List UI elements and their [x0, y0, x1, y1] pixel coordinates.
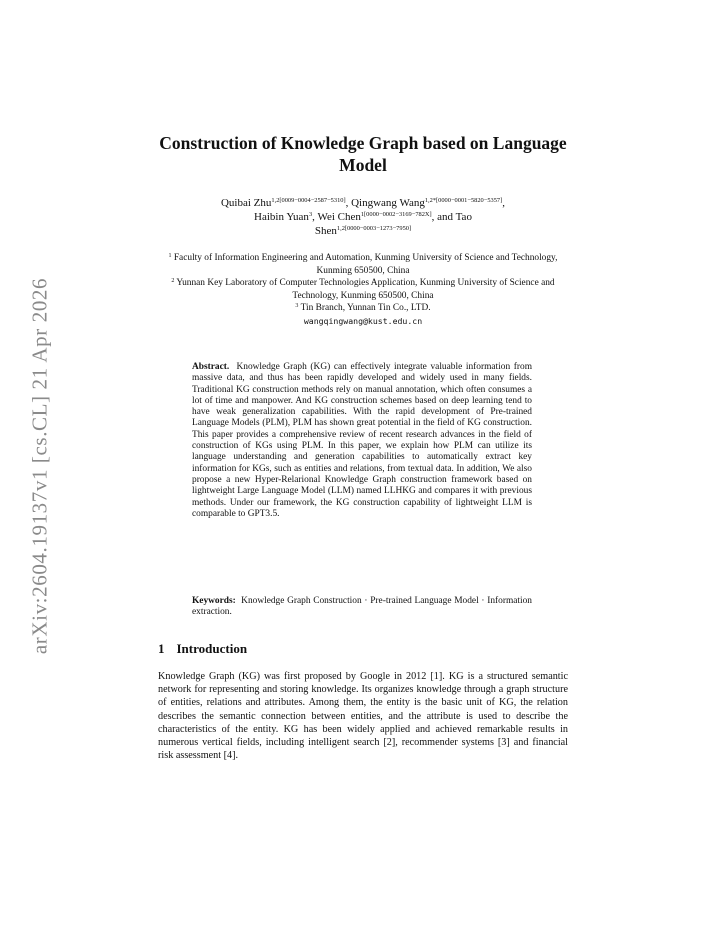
- affiliation-text: Faculty of Information Engineering and Automation, Kunming University of Science and Technology, Kunming 650500, China: [173, 253, 558, 276]
- author-name: Haibin Yuan: [254, 211, 309, 223]
- keywords-text: Knowledge Graph Construction · Pre-trained Language Model · Information extraction.: [192, 596, 532, 618]
- author-separator: ,: [502, 197, 505, 209]
- affiliation-text: Tin Branch, Yunnan Tin Co., LTD.: [300, 303, 431, 313]
- paper-title: Construction of Knowledge Graph based on Language Model: [159, 133, 567, 175]
- author-orcid: 1,2[0009−0004−2587−5310]: [271, 197, 346, 204]
- abstract-label: Abstract.: [192, 362, 230, 372]
- author-orcid: 1,2*[0000−0001−5820−5357]: [424, 197, 503, 204]
- contact-email[interactable]: [158, 315, 568, 329]
- author-list: [158, 196, 568, 238]
- author-name: , and Tao: [431, 211, 472, 223]
- arxiv-stamp: arXiv:2604.19137v1 [cs.CL] 21 Apr 2026: [27, 277, 52, 655]
- intro-paragraph: Knowledge Graph (KG) was first proposed by Google in 2012 [1]. KG is a structured semantic network for representing and storing knowledge. Its organizes knowledge through a graph structure of entities, relations and attributes. Among them, the entity is the basic unit of KG, the relation describes the semantic connection between entities, and the attribute is used to describe the characteristics of the entity. KG has been widely applied and achieved remarkable results in numerous vertical fields, including intelligent search [2], recommender systems [3] and financial risk assessment [4].: [158, 671, 568, 762]
- keywords: [192, 596, 532, 619]
- email-text[interactable]: wangqingwang@kust.edu.cn: [303, 315, 423, 326]
- author-line-1: [158, 196, 568, 210]
- abstract-text: Knowledge Graph (KG) can effectively integrate valuable information from massive data, and thus has been rapidly developed and widely used in many fields. Traditional KG construction methods rely on manual annotation, which often consumes a lot of time and manpower. And KG construction schemes based on deep learning tend to have weak generalization capabilities. With the rapid development of Pre-trained Language Models (PLM), PLM has shown great potential in the field of KG construction. This paper provides a comprehensive review of recent research advances in the field of construction of KGs using PLM. In this paper, we explain how PLM can utilize its language understanding and generation capabilities to automatically extract key information for KGs, such as entities and relations, from textual data. In addition, We also propose a new Hyper-Relarional Knowledge Graph construction framework based on lightweight Large Language Model (LLM) named LLHKG and compares it with previous methods. Under our framework, the KG construction capability of lightweight LLM is comparable to GPT3.5.: [192, 362, 532, 519]
- author-name: Quibai Zhu: [220, 197, 272, 209]
- affiliation-3: [158, 302, 568, 315]
- affiliation-mark: 1: [168, 253, 172, 259]
- affiliations: [158, 252, 568, 328]
- author-name: Shen: [314, 225, 337, 237]
- affiliation-text: Yunnan Key Laboratory of Computer Technologies Application, Kunming University of Science and Technology, Kunming 650500, China: [176, 278, 555, 301]
- affiliation-1: [158, 252, 568, 277]
- affiliation-mark: 3: [295, 303, 299, 309]
- author-orcid: 1,2[0000−0003−1273−7950]: [336, 225, 412, 232]
- author-name: , Qingwang Wang: [345, 197, 425, 209]
- affiliation-2: [158, 277, 568, 302]
- section-title: Introduction: [176, 641, 248, 656]
- author-affiliation-mark: 3: [308, 211, 313, 218]
- abstract: [192, 362, 532, 520]
- author-orcid: 1[0000−0002−3169−782X]: [360, 211, 432, 218]
- affiliation-mark: 2: [171, 278, 175, 284]
- keywords-label: Keywords:: [192, 596, 236, 606]
- section-heading: [158, 641, 247, 657]
- section-number: 1: [158, 641, 165, 656]
- author-line-2: [158, 210, 568, 224]
- author-line-3: [158, 224, 568, 238]
- author-name: , Wei Chen: [312, 211, 361, 223]
